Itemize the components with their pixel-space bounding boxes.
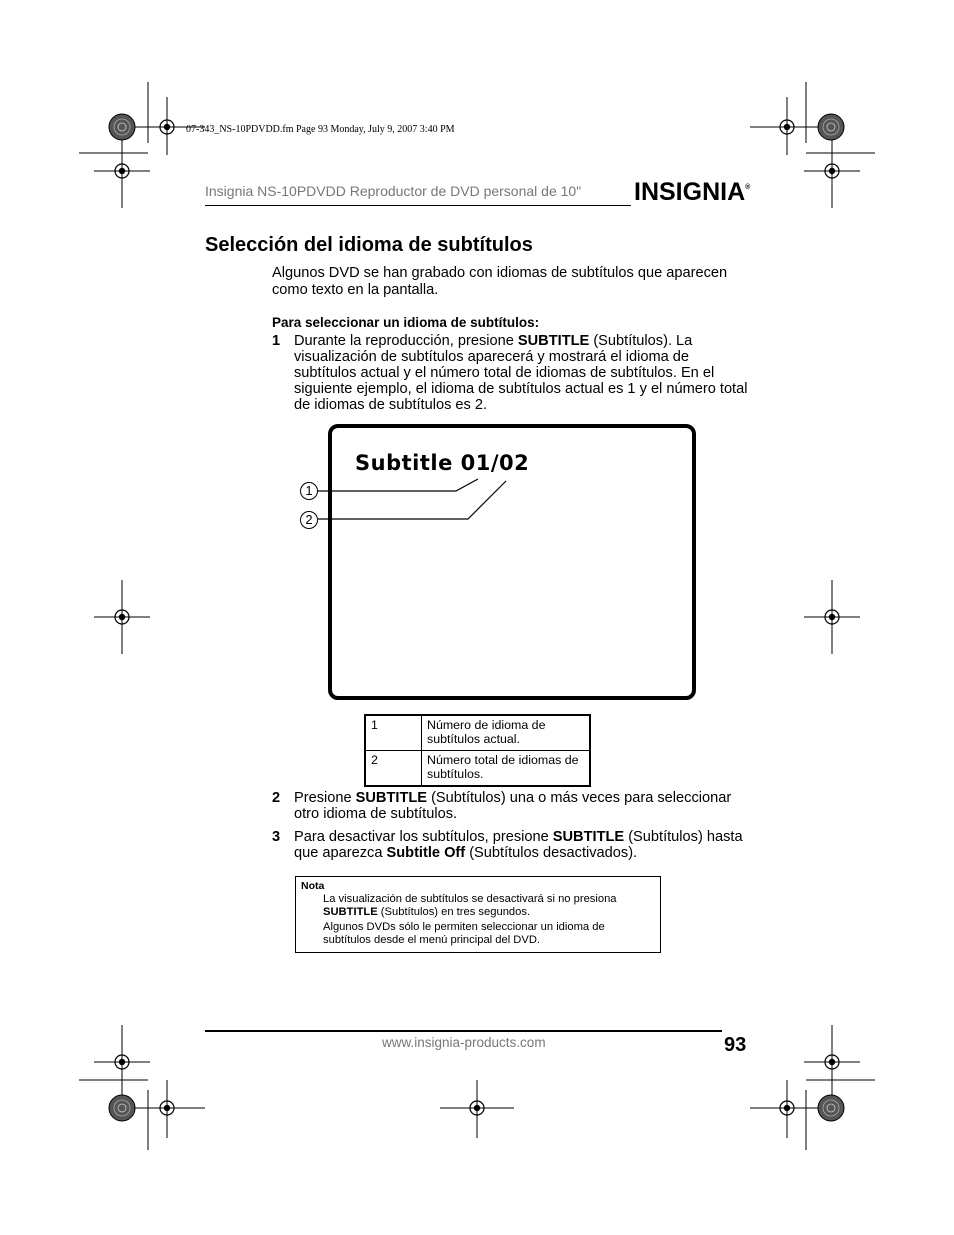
- header-title: Insignia NS-10PDVDD Reproductor de DVD personal de 10": [205, 183, 582, 199]
- logo-registered-mark: ®: [745, 184, 751, 191]
- legend-number: 2: [365, 751, 422, 787]
- step-2-number: 2: [272, 790, 281, 806]
- table-row: [365, 715, 590, 751]
- procedure-title: Para seleccionar un idioma de subtítulos:: [272, 315, 540, 330]
- step-3-number: 3: [272, 829, 281, 845]
- logo-text: INSIGNIA: [634, 178, 746, 206]
- step-3-text: Para desactivar los subtítulos, presione SUBTITLE (Subtítulos) hasta que aparezca Subtitle Off (Subtítulos desactivados).: [294, 829, 743, 861]
- note-paragraph-1: La visualización de subtítulos se desactivará si no presiona SUBTITLE (Subtítulos) en tres segundos.: [323, 893, 617, 918]
- step-2-text: Presione SUBTITLE (Subtítulos) una o más veces para seleccionar otro idioma de subtítulos.: [294, 790, 732, 822]
- callout-1: 1: [300, 482, 318, 500]
- file-slug: 07-343_NS-10PDVDD.fm Page 93 Monday, July 9, 2007 3:40 PM: [186, 124, 455, 135]
- page-number: 93: [724, 1034, 747, 1056]
- note-label: Nota: [301, 880, 325, 892]
- step-1-number: 1: [272, 333, 281, 349]
- table-row: [365, 751, 590, 787]
- step-1-text: Durante la reproducción, presione SUBTITLE (Subtítulos). La visualización de subtítulos aparecerá y mostrará el idioma de subtítulos actual y el número total de idiomas de subtítulos. En el siguiente ejemplo, el idioma de subtítulos actual es 1 y el número total de idiomas de subtítulos es 2.: [294, 333, 748, 413]
- footer-url[interactable]: www.insignia-products.com: [382, 1035, 546, 1050]
- legend-description: Número de idioma de subtítulos actual.: [422, 715, 591, 751]
- section-title: Selección del idioma de subtítulos: [205, 234, 533, 256]
- intro-paragraph: Algunos DVD se han grabado con idiomas de subtítulos que aparecen como texto en la pantalla.: [272, 265, 728, 298]
- subtitle-display-text: Subtitle 01/02: [355, 451, 530, 475]
- footer-rule: [205, 1030, 722, 1032]
- callout-2: 2: [300, 511, 318, 529]
- legend-description: Número total de idiomas de subtítulos.: [422, 751, 591, 787]
- legend-number: 1: [365, 715, 422, 751]
- callout-legend-table: [364, 714, 591, 787]
- note-paragraph-2: Algunos DVDs sólo le permiten seleccionar un idioma de subtítulos desde el menú principal del DVD.: [323, 921, 605, 946]
